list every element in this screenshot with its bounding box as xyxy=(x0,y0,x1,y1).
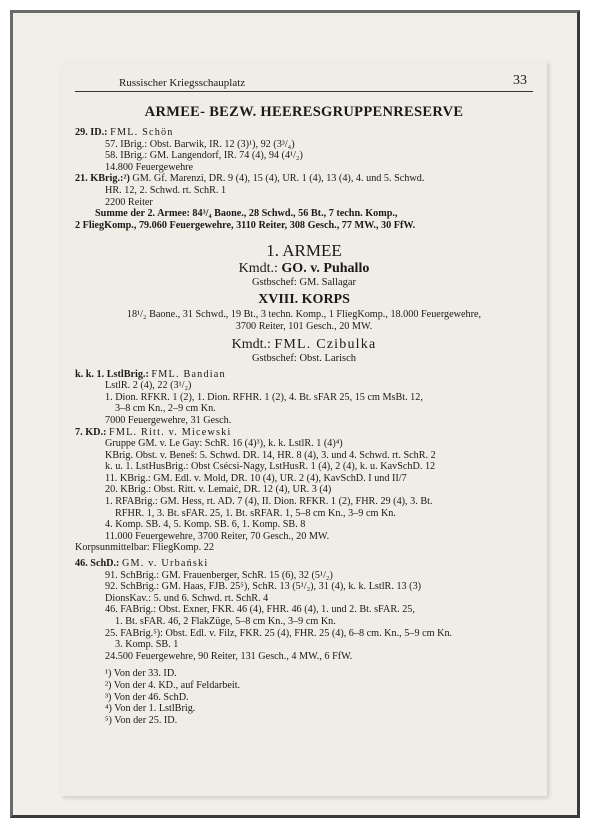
division-29-line-2: 58. IBrig.: GM. Langendorf, IR. 74 (4), 94 (4¹/₂) xyxy=(105,150,303,162)
division-29-line-3: 14.800 Feuergewehre xyxy=(105,161,194,173)
kbrig-21-heading xyxy=(75,173,533,185)
kd-7-line-9: 11.000 Feuergewehre, 3700 Reiter, 70 Gesch., 20 MW. xyxy=(105,530,330,542)
page-header xyxy=(75,73,533,92)
army-1-kmdt-name: GO. v. Puhallo xyxy=(281,261,370,277)
kd-7-commander: FML. Ritt. v. Micewski xyxy=(108,426,232,438)
army-1-kmdt-label: Kmdt.: xyxy=(238,261,278,277)
kd-7-line-8: 4. Komp. SB. 4, 5. Komp. SB. 6, 1. Komp. SB. 8 xyxy=(105,519,306,531)
kd-7-line-6: 1. RFABrig.: GM. Hess, rt. AD. 7 (4), II. Dion. RFKR. 1 (2), FHR. 29 (4), 3. Bt. xyxy=(105,496,433,508)
korps-18-kmdt-name: FML. Czibulka xyxy=(274,336,377,352)
schd-46-line-3: DionsKav.: 5. und 6. Schwd. rt. SchR. 4 xyxy=(105,592,269,604)
reserve-title: ARMEE- BEZW. HEERESGRUPPENRESERVE xyxy=(144,104,464,120)
kbrig-21-line-2: 2200 Reiter xyxy=(105,196,153,208)
schd-46-line-8: 24.500 Feuergewehre, 90 Reiter, 131 Gesch., 4 MW., 6 FfW. xyxy=(105,650,353,662)
army-2-sum-line-2: 2 FliegKomp., 79.060 Feuergewehre, 3110 Reiter, 308 Gesch., 77 MW., 30 FfW. xyxy=(75,219,416,231)
division-29-heading xyxy=(75,127,533,139)
kd-7-line-7: RFHR. 1, 3. Bt. sFAR. 25, 1. Bt. sRFAR. 1, 5–8 cm Kn., 3–9 cm Kn. xyxy=(115,507,396,519)
running-title: Russischer Kriegsschauplatz xyxy=(119,77,246,89)
page-content xyxy=(75,73,533,726)
schd-46-line-4: 46. FABrig.: Obst. Exner, FKR. 46 (4), FHR. 46 (4), 1. und 2. Bt. sFAR. 25, xyxy=(105,604,415,616)
division-29-id: 29. ID.: xyxy=(75,127,108,138)
korps-18-line-1: 18¹/₂ Baone., 31 Schwd., 19 Bt., 3 techn. Komp., 1 FliegKomp., 18.000 Feuergewehre, xyxy=(126,309,482,321)
lstlbrig-1-heading xyxy=(75,369,533,381)
kd-7-line-5: 20. KBrig.: Obst. Ritt. v. Lemaić, DR. 12 (4), UR. 3 (4) xyxy=(105,484,332,496)
footnote: ³) Von der 46. SchD. xyxy=(105,691,189,703)
footnote: ²) Von der 4. KD., auf Feldarbeit. xyxy=(105,679,241,691)
lstlbrig-1-id: k. k. 1. LstlBrig.: xyxy=(75,368,149,380)
page-frame xyxy=(10,10,580,818)
division-29-commander: FML. Schön xyxy=(110,127,174,138)
kbrig-21-text: GM. Gf. Marenzi, DR. 9 (4), 15 (4), UR. 1 (4), 13 (4), 4. und 5. Schwd. xyxy=(132,173,425,185)
korps-18-commander xyxy=(75,337,533,353)
schd-46-line-5: 1. Bt. sFAR. 46, 2 FlakZüge, 5–8 cm Kn., 3–9 cm Kn. xyxy=(115,616,336,627)
kd-7-line-3: k. u. 1. LstHusBrig.: Obst Csécsi-Nagy, LstHusR. 1 (4), 2 (4), k. u. KavSchD. 12 xyxy=(105,461,436,473)
schd-46-line-1: 91. SchBrig.: GM. Frauenberger, SchR. 15 (6), 32 (5¹/₂) xyxy=(105,569,333,581)
army-1-chief-of-staff: Gstbschef: GM. Sallagar xyxy=(251,277,357,289)
kbrig-21-line-1: HR. 12, 2. Schwd. rt. SchR. 1 xyxy=(105,184,227,196)
footnote: ⁵) Von der 25. ID. xyxy=(105,714,178,726)
kd-7-line-2: KBrig. Obst. v. Beneš: 5. Schwd. DR. 14, HR. 8 (4), 3. und 4. Schwd. rt. SchR. 2 xyxy=(105,449,436,461)
schd-46-commander: GM. v. Urbański xyxy=(121,558,209,570)
schd-46-heading xyxy=(75,558,533,570)
footnote: ¹) Von der 33. ID. xyxy=(105,668,177,680)
korps-18-kmdt-label: Kmdt.: xyxy=(231,336,271,352)
division-29-line-1: 57. IBrig.: Obst. Barwik, IR. 12 (3)¹), 92 (3³/₄) xyxy=(105,138,295,150)
footnote: ⁴) Von der 1. LstlBrig. xyxy=(105,703,196,715)
kd-7-line-1: Gruppe GM. v. Le Gay: SchR. 16 (4)³), k. k. LstlR. 1 (4)⁴) xyxy=(105,438,343,450)
korps-18-line-2: 3700 Reiter, 101 Gesch., 20 MW. xyxy=(235,320,373,332)
korps-18-title: XVIII. KORPS xyxy=(258,292,350,308)
lstlbrig-1-line-3: 3–8 cm Kn., 2–9 cm Kn. xyxy=(115,403,216,415)
lstlbrig-1-line-4: 7000 Feuergewehre, 31 Gesch. xyxy=(105,414,232,426)
korps-18-chief-of-staff: Gstbschef: Obst. Larisch xyxy=(251,352,357,364)
schd-46-line-6: 25. FABrig.⁵): Obst. Edl. v. Filz, FKR. 25 (4), FHR. 25 (4), 6–8 cm. Kn., 5–9 cm Kn. xyxy=(105,627,453,639)
korpsunmittelbar: Korpsunmittelbar: FliegKomp. 22 xyxy=(75,542,214,554)
schd-46-line-2: 92. SchBrig.: GM. Haas, FJB. 25⁵), SchR. 13 (5¹/₂), 31 (4), k. k. LstlR. 13 (3) xyxy=(105,581,422,593)
schd-46-id: 46. SchD.: xyxy=(75,558,120,570)
kbrig-21-id: 21. KBrig.:²) xyxy=(75,173,130,185)
page-number: 33 xyxy=(513,73,527,88)
kd-7-id: 7. KD.: xyxy=(75,426,107,438)
lstlbrig-1-line-1: LstlR. 2 (4), 22 (3¹/₂) xyxy=(105,380,192,392)
army-1-commander xyxy=(75,261,533,277)
schd-46-line-7: 3. Komp. SB. 1 xyxy=(115,639,179,651)
lstlbrig-1-commander: FML. Bandian xyxy=(151,368,226,380)
army-1-title: 1. ARMEE xyxy=(266,241,342,261)
army-2-sum-line-1: Summe der 2. Armee: 84³/₄ Baone., 28 Schwd., 56 Bt., 7 techn. Komp., xyxy=(95,208,398,220)
document-page xyxy=(61,61,547,796)
kd-7-line-4: 11. KBrig.: GM. Edl. v. Mold, DR. 10 (4), UR. 2 (4), KavSchD. I und II/7 xyxy=(105,472,407,484)
lstlbrig-1-line-2: 1. Dion. RFKR. 1 (2), 1. Dion. RFHR. 1 (2), 4. Bt. sFAR 25, 15 cm MsBt. 12, xyxy=(105,391,423,403)
kd-7-heading xyxy=(75,427,533,439)
